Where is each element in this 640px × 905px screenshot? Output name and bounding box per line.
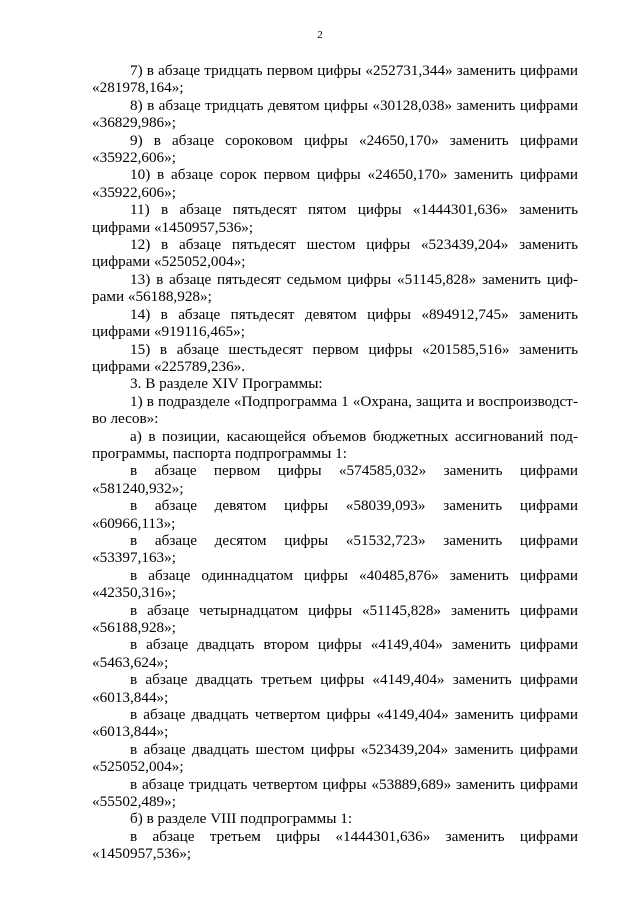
document-body [92,62,578,863]
abzac-change: в абзаце двадцать втором цифры «4149,404» заменить цифрами «5463,624»; [92,636,578,671]
page-number: 2 [317,29,323,41]
abzac-change: в абзаце двадцать четвертом цифры «4149,404» заменить цифрами «6013,844»; [92,706,578,741]
abzac-change: в абзаце третьем цифры «1444301,636» заменить цифрами «1450957,536»; [92,827,578,863]
abzac-change: в абзаце четырнадцатом цифры «51145,828» заменить цифрами «56188,928»; [92,601,578,636]
abzac-change: в абзаце десятом цифры «51532,723» заменить цифрами «53397,163»; [92,531,578,567]
amendment-paragraph-13: 13) в абзаце пятьдесят седьмом цифры «51145,828» заменить цифрами «56188,928»; [92,270,578,306]
amendment-paragraph-15: 15) в абзаце шестьдесят первом цифры «201585,516» заменить цифрами «225789,236». [92,340,578,375]
abzac-change: в абзаце двадцать третьем цифры «4149,404» заменить цифрами «6013,844»; [92,671,578,706]
amendment-paragraph-9: 9) в абзаце сороковом цифры «24650,170» заменить цифрами «35922,606»; [92,131,578,167]
subsection-intro: 1) в подразделе «Подпрограмма 1 «Охрана, защита и воспроизводство лесов»: [92,392,578,428]
amendment-paragraph-11: 11) в абзаце пятьдесят пятом цифры «1444301,636» заменить цифрами «1450957,536»; [92,201,578,236]
amendment-paragraph-7: 7) в абзаце тридцать первом цифры «252731,344» заменить цифрами «281978,164»; [92,62,578,97]
section-heading: 3. В разделе XIV Программы: [130,375,323,393]
abzac-change: в абзаце одиннадцатом цифры «40485,876» заменить цифрами «42350,316»; [92,566,578,602]
abzac-change: в абзаце двадцать шестом цифры «523439,204» заменить цифрами «525052,004»; [92,740,578,776]
amendment-paragraph-10: 10) в абзаце сорок первом цифры «24650,170» заменить цифрами «35922,606»; [92,166,578,201]
item-b-intro: б) в разделе VIII подпрограммы 1: [130,810,353,828]
abzac-change: в абзаце первом цифры «574585,032» заменить цифрами «581240,932»; [92,462,578,497]
abzac-change: в абзаце тридцать четвертом цифры «53889,689» заменить цифрами «55502,489»; [92,775,578,811]
amendment-paragraph-14: 14) в абзаце пятьдесят девятом цифры «894912,745» заменить цифрами «919116,465»; [92,305,578,341]
amendment-paragraph-8: 8) в абзаце тридцать девятом цифры «30128,038» заменить цифрами «36829,986»; [92,96,578,132]
item-a-intro: а) в позиции, касающейся объемов бюджетных ассигнований подпрограммы, паспорта подпрограммы 1: [92,427,578,462]
amendment-paragraph-12: 12) в абзаце пятьдесят шестом цифры «523439,204» заменить цифрами «525052,004»; [92,236,578,271]
abzac-change: в абзаце девятом цифры «58039,093» заменить цифрами «60966,113»; [92,497,578,532]
